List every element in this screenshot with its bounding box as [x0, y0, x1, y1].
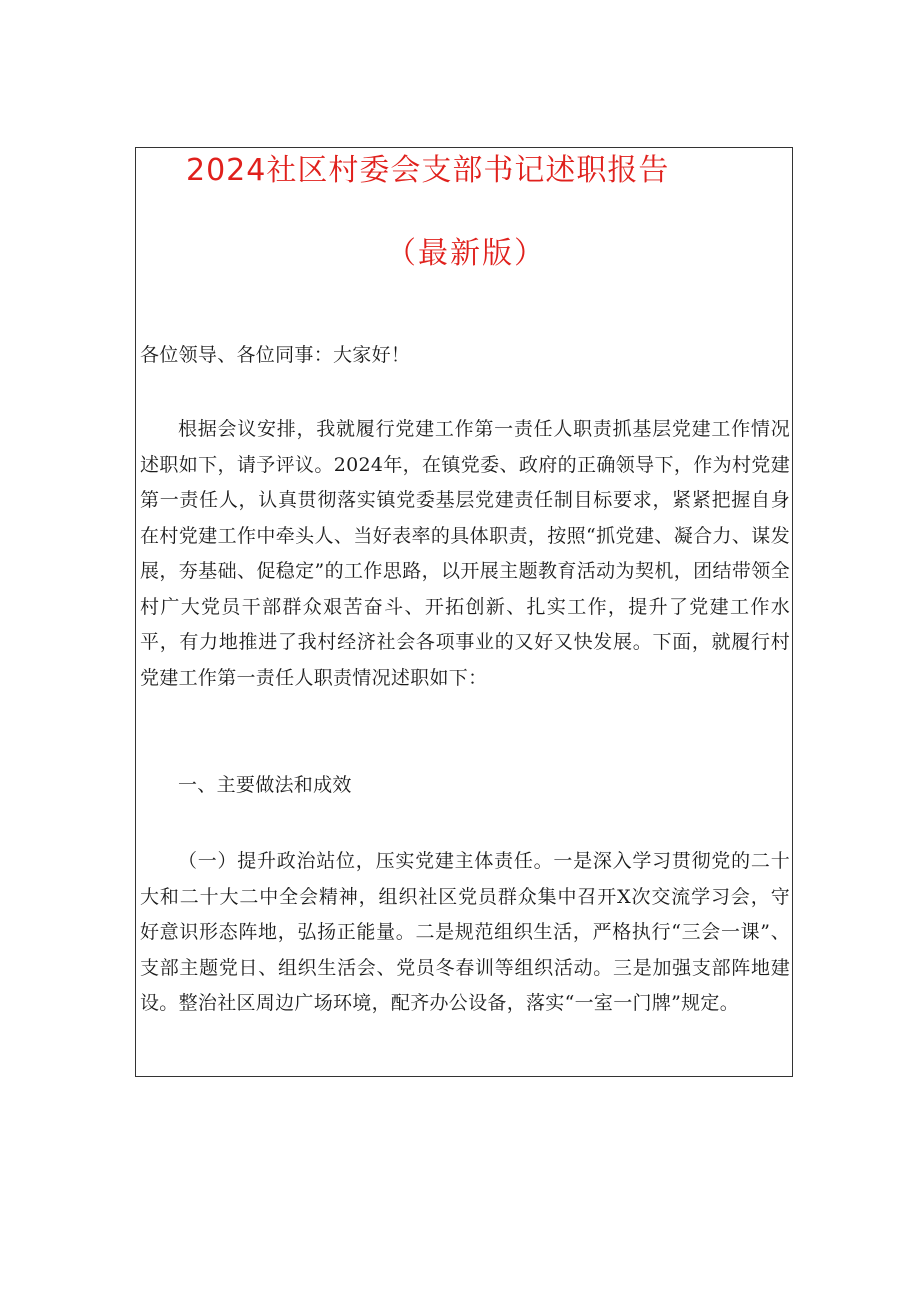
section-heading: 一、主要做法和成效 [178, 774, 352, 796]
document-title: 2024社区村委会支部书记述职报告 [186, 153, 670, 188]
document-subtitle: （最新版） [386, 236, 546, 271]
greeting: 各位领导、各位同事：大家好！ [140, 344, 411, 366]
paragraph-intro: 根据会议安排，我就履行党建工作第一责任人职责抓基层党建工作情况述职如下，请予评议。2024年，在镇党委、政府的正确领导下，作为村党建第一责任人，认真贯彻落实镇党委基层党建责任制目标要求，紧紧把握自身在村党建工作中牵头人、当好表率的具体职责，按照“抓党建、凝合力、谋发展，夯基础、促稳定”的工作思路，以开展主题教育活动为契机，团结带领全村广大党员干部群众艰苦奋斗、开拓创新、扎实工作，提升了党建工作水平，有力地推进了我村经济社会各项事业的又好又快发展。下面，就履行村党建工作第一责任人职责情况述职如下： [140, 418, 790, 689]
paragraph-section-1: （一）提升政治站位，压实党建主体责任。一是深入学习贯彻党的二十大和二十大二中全会精神，组织社区党员群众集中召开X次交流学习会，守好意识形态阵地，弘扬正能量。二是规范组织生活，严格执行“三会一课”、支部主题党日、组织生活会、党员冬春训等组织活动。三是加强支部阵地建设。整治社区周边广场环境，配齐办公设备，落实“一室一门牌”规定。 [140, 850, 790, 1014]
